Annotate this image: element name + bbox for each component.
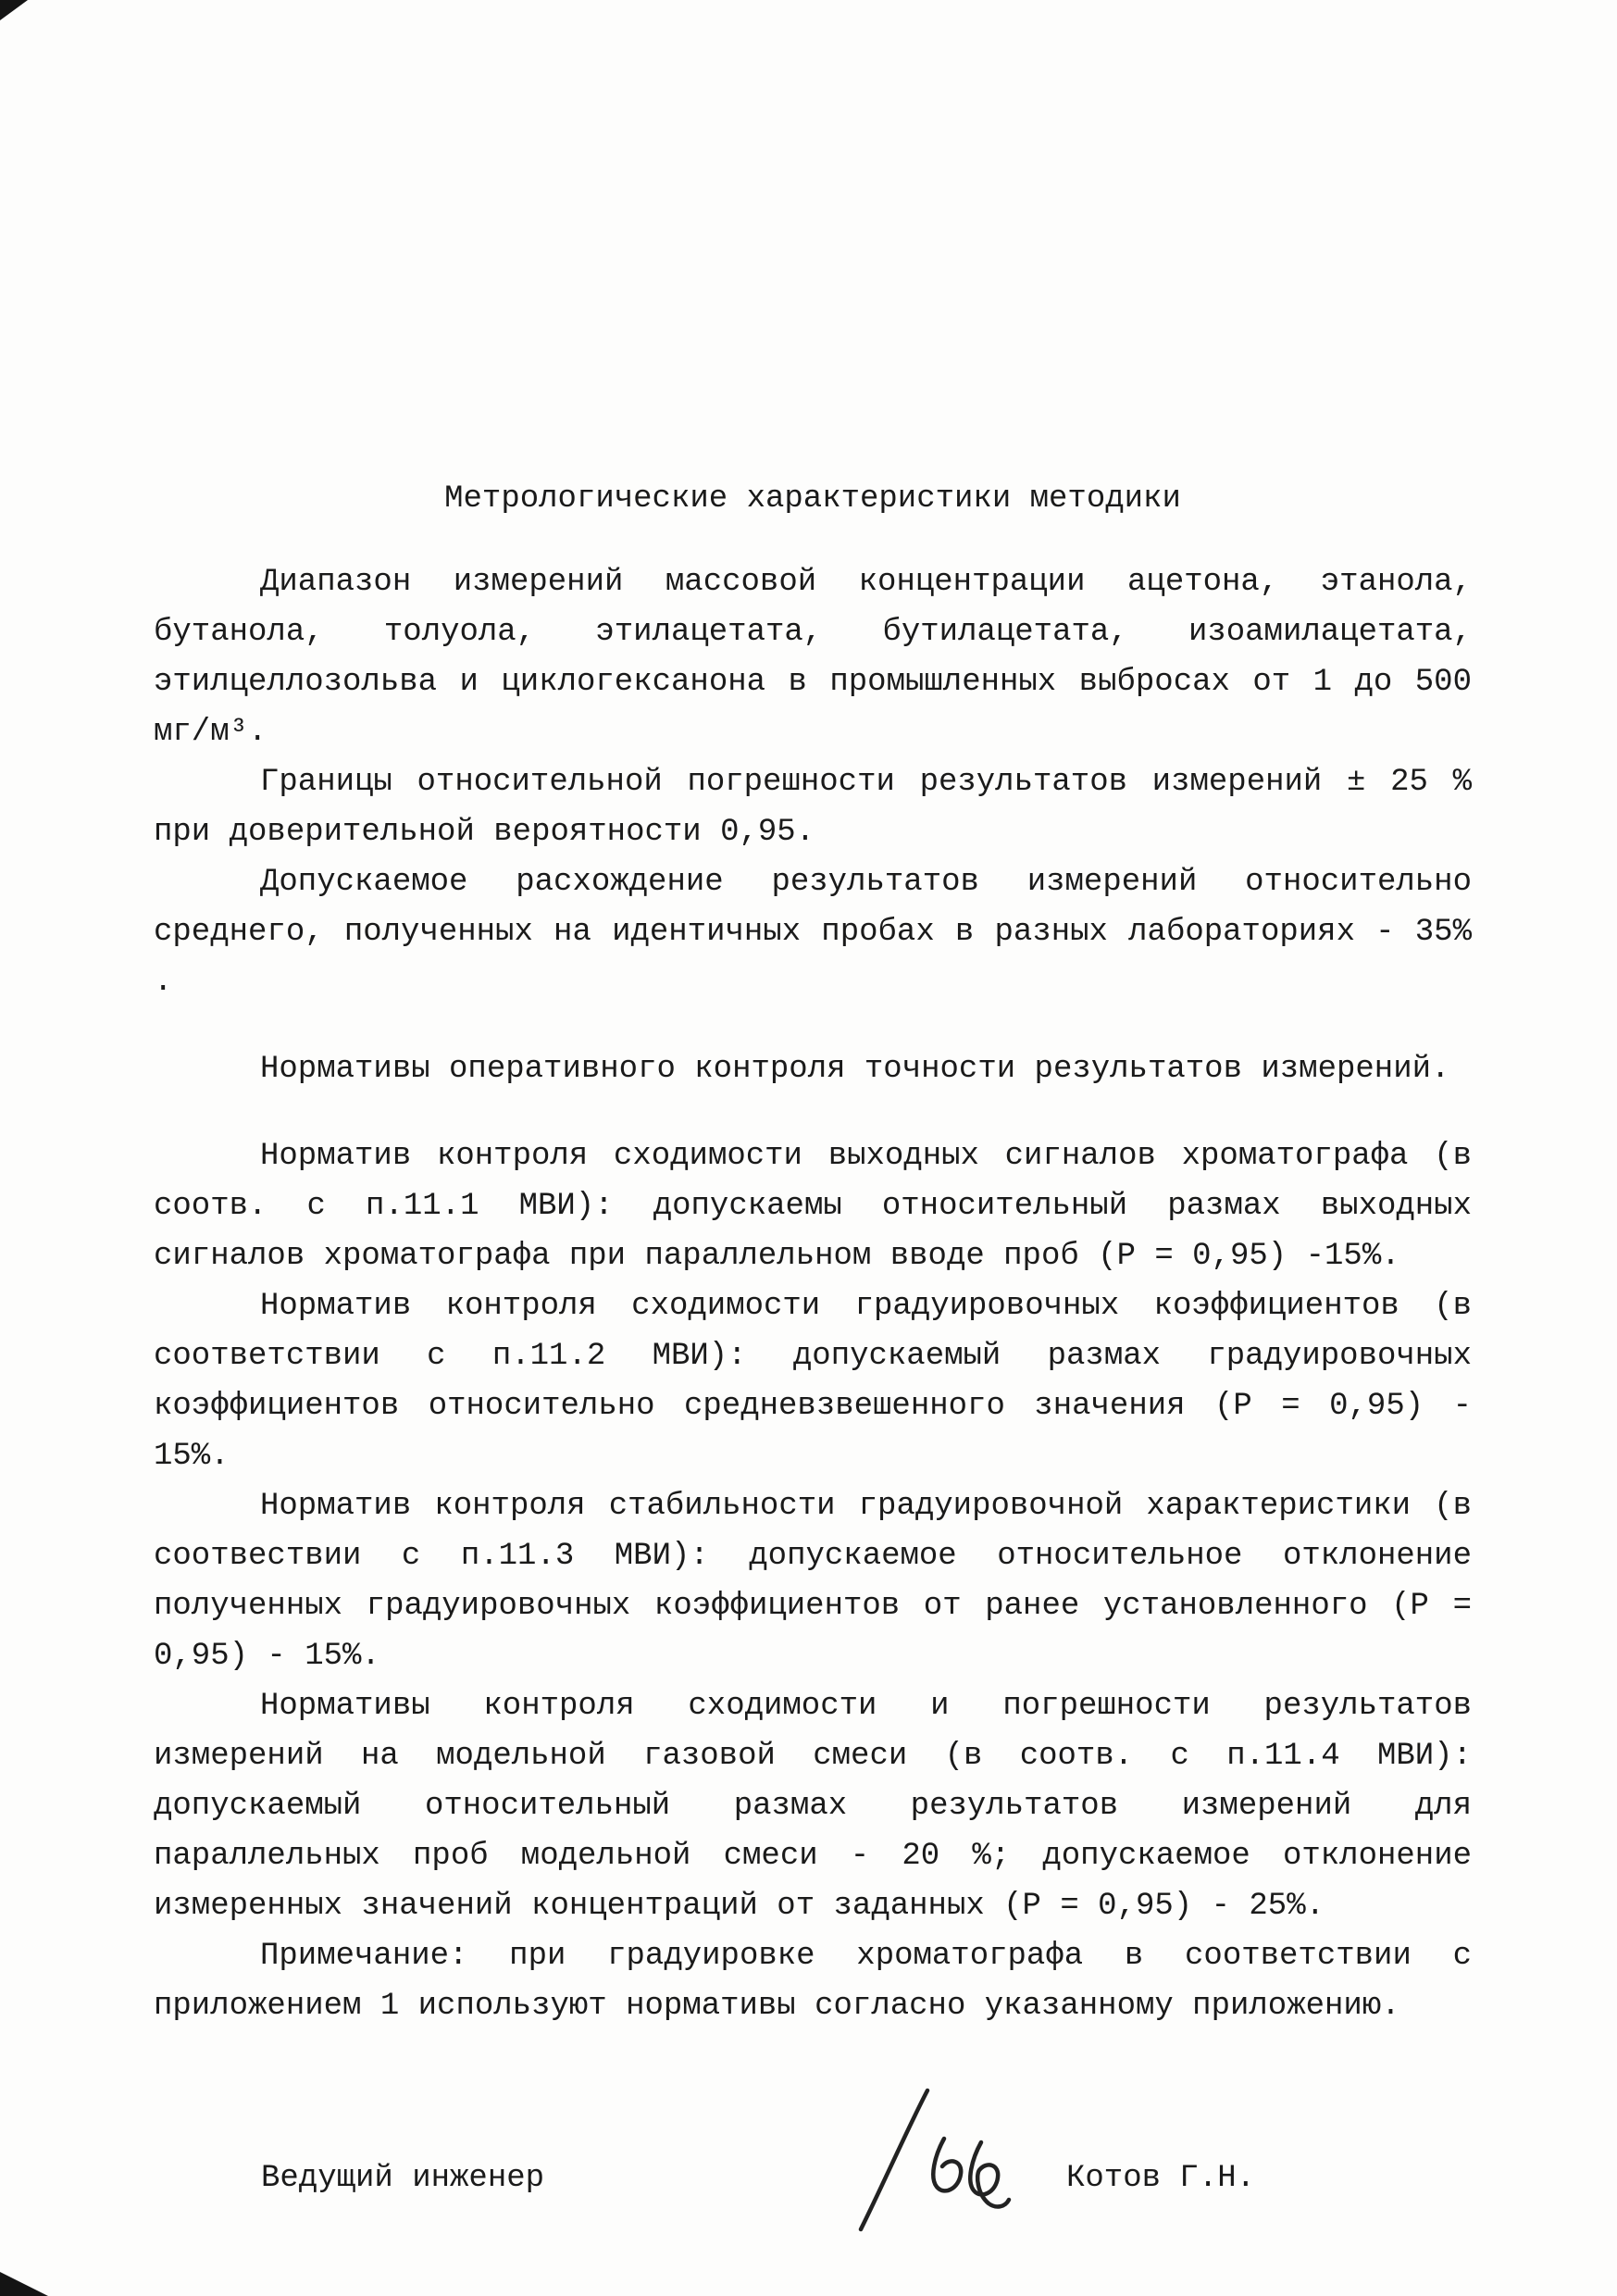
signature-stroke-loop-1	[933, 2139, 961, 2190]
section-heading-control-standards: Нормативы оперативного контроля точности результатов измерений.	[260, 1052, 1450, 1087]
paragraph-calibration-stability-standard: Норматив контроля стабильности градуировочной характеристики (в соотвествии с п.11.3 МВИ): допускаемое относительное отклонение полученных градуировочных коэффициентов от ранее установленного (Р = 0,95) - 15%.	[154, 1489, 1472, 1674]
document-content	[154, 474, 1472, 2242]
signatory-name: Котов Г.Н.	[1066, 2161, 1256, 2196]
scan-artifact-bottom-left	[0, 2272, 48, 2296]
document-title: Метрологические характеристики методики	[444, 481, 1181, 517]
paragraph-measurement-range: Диапазон измерений массовой концентрации ацетона, этанола, бутанола, толуола, этилацетата, бутилацетата, изоамилацетата, этилцеллозольва и циклогексанона в промышленных выбросах от 1 до 500 мг/м³.	[154, 565, 1472, 750]
signature-stroke-slash	[861, 2090, 927, 2229]
paragraph-model-mixture-standards: Нормативы контроля сходимости и погрешности результатов измерений на модельной газовой смеси (в соотв. с п.11.4 МВИ): допускаемый относительный размах результатов измерений для параллельных проб модельной смеси - 20 %; допускаемое отклонение измеренных значений концентраций от заданных (Р = 0,95) - 25%.	[154, 1689, 1472, 1924]
paragraph-interlab-divergence: Допускаемое расхождение результатов измерений относительно среднего, полученных на идентичных пробах в разных лабораториях - 35% .	[154, 865, 1472, 1000]
handwritten-signature	[850, 2085, 1016, 2238]
scan-artifact-top-left	[0, 0, 28, 20]
paragraph-note: Примечание: при градуировке хроматографа в соответствии с приложением 1 используют нормативы согласно указанному приложению.	[154, 1939, 1472, 2024]
paragraph-error-limits: Границы относительной погрешности результатов измерений ± 25 % при доверительной вероятности 0,95.	[154, 765, 1472, 850]
signature-stroke-loop-2	[970, 2142, 1009, 2206]
signature-block	[154, 2085, 1472, 2242]
paragraph-signal-repeatability-standard: Норматив контроля сходимости выходных сигналов хроматографа (в соотв. с п.11.1 МВИ): допускаемы относительный размах выходных сигналов хроматографа при параллельном вводе проб (Р = 0,95) -15%.	[154, 1139, 1472, 1274]
paragraph-coefficient-repeatability-standard: Норматив контроля сходимости градуировочных коэффициентов (в соответствии с п.11.2 МВИ): допускаемый размах градуировочных коэффициентов относительно средневзвешенного значения (Р = 0,95) - 15%.	[154, 1289, 1472, 1474]
signatory-role: Ведущий инженер	[261, 2161, 545, 2196]
